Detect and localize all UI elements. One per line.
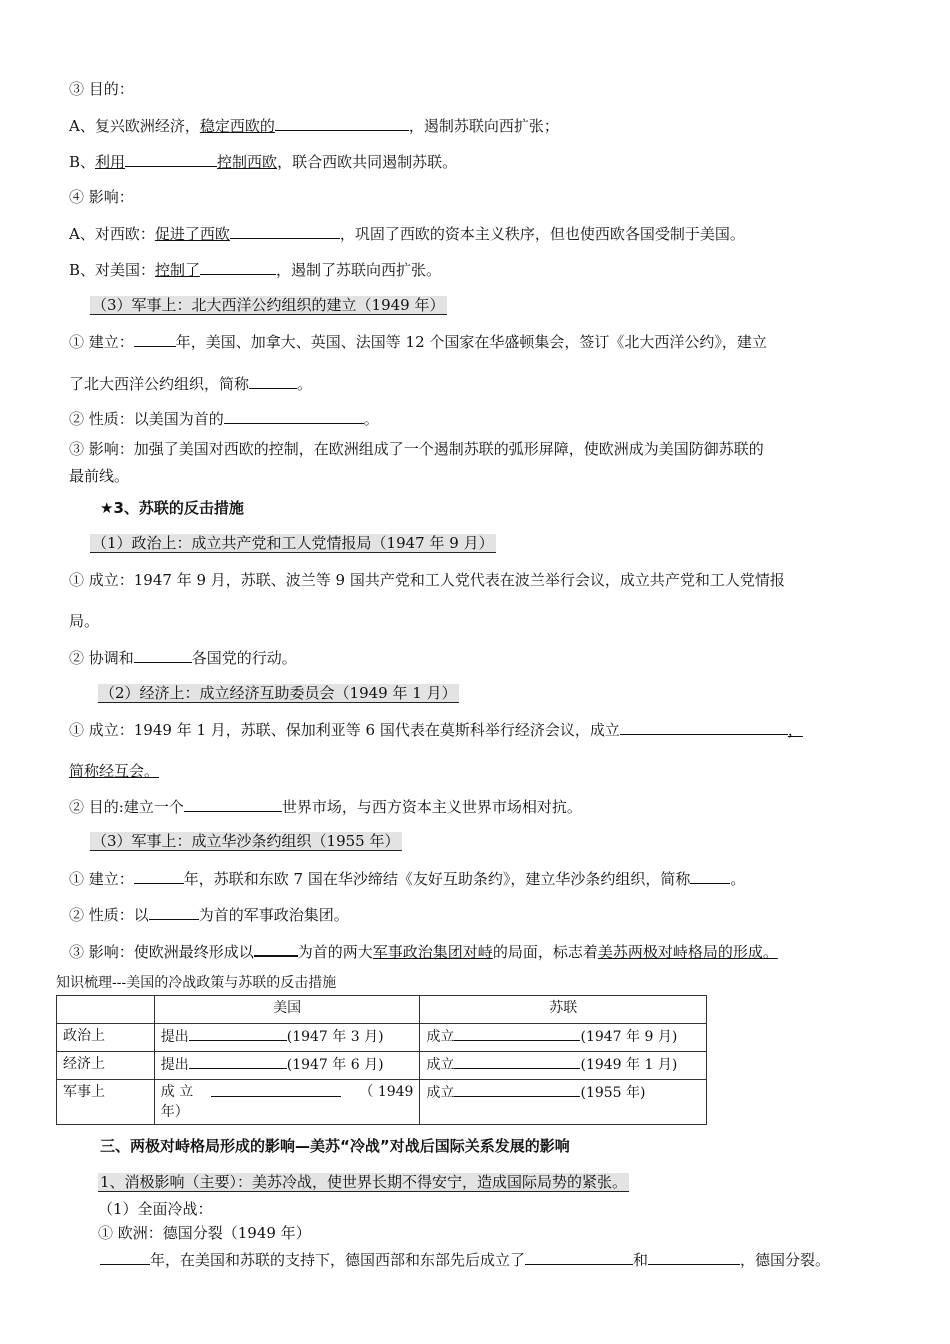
us-cell: 提出 (1947 年 3 月) [154, 1024, 420, 1052]
nato-impact: ③ 影响：加强了美国对西欧的控制，在欧洲组成了一个遏制苏联的弧形屏障，使欧洲成为美国防御苏联的 [69, 440, 764, 458]
cominform-establish: ① 成立：1947 年 9 月，苏联、波兰等 9 国共产党和工人党代表在波兰举行会议，成立共产党和工人党情报 [69, 571, 785, 589]
comecon-establish: ① 成立：1949 年 1 月，苏联、保加利亚等 6 国代表在莫斯科举行经济会议，成立 ， [69, 721, 803, 739]
blank [648, 1249, 740, 1265]
comecon-establish-cont: 简称经互会。 [69, 762, 160, 780]
blank [254, 940, 298, 957]
soviet-politics-heading: （1）政治上：成立共产党和工人党情报局（1947 年 9 月） [92, 534, 494, 552]
blank [690, 868, 730, 884]
su-cell: 成立 (1955 年) [420, 1080, 707, 1125]
comecon-goal: ② 目的:建立一个 世界市场，与西方资本主义世界市场相对抗。 [69, 798, 582, 816]
su-cell: 成立 (1947 年 9 月) [420, 1024, 707, 1052]
table-header-row [57, 996, 707, 1024]
column-header-us: 美国 [154, 996, 420, 1024]
row-label: 经济上 [57, 1052, 155, 1080]
purpose-b: B、利用 控制西欧，联合西欧共同遏制苏联。 [69, 153, 458, 171]
soviet-military-heading: （3）军事上：成立华沙条约组织（1955 年） [92, 832, 400, 850]
impact-title: ④ 影响： [69, 188, 134, 206]
blank [134, 647, 192, 663]
table-row [57, 1024, 707, 1052]
blank [249, 373, 297, 389]
blank [211, 1082, 341, 1097]
blank [454, 1026, 580, 1041]
impact-b: B、对美国：控制了 ，遏制了苏联向西扩张。 [69, 261, 442, 279]
cominform-coordinate: ② 协调和 各国党的行动。 [69, 649, 297, 667]
blank [275, 115, 409, 131]
column-header-su: 苏联 [420, 996, 707, 1024]
blank [100, 1249, 150, 1265]
warsaw-establish: ① 建立： 年，苏联和东欧 7 国在华沙缔结《友好互助条约》，建立华沙条约组织，简称 。 [69, 870, 746, 888]
warsaw-impact: ③ 影响：使欧洲最终形成以 为首的两大军事政治集团对峙的局面，标志着美苏两极对峙格局的形成。 [69, 940, 778, 962]
blank [224, 408, 364, 424]
blank [149, 904, 199, 920]
su-cell: 成立 (1949 年 1 月) [420, 1052, 707, 1080]
blank [189, 1054, 287, 1069]
part3-heading: 三、两极对峙格局形成的影响—美苏“冷战”对战后国际关系发展的影响 [100, 1137, 570, 1155]
nato-nature: ② 性质：以美国为首的 。 [69, 410, 379, 428]
germany-split-detail: 年，在美国和苏联的支持下，德国西部和东部先后成立了 和 ，德国分裂。 [100, 1249, 830, 1270]
warsaw-nature: ② 性质：以 为首的军事政治集团。 [69, 906, 349, 924]
purpose-title: ③ 目的： [69, 80, 134, 98]
us-cell: 成 立 （ 1949 年） [154, 1080, 420, 1125]
blank [134, 331, 176, 347]
table-caption: 知识梳理---美国的冷战政策与苏联的反击措施 [56, 975, 337, 991]
nato-heading: （3）军事上：北大西洋公约组织的建立（1949 年） [92, 296, 445, 314]
soviet-economy-heading: （2）经济上：成立经济互助委员会（1949 年 1 月） [100, 684, 457, 702]
blank [134, 868, 184, 884]
blank [525, 1249, 633, 1265]
nato-impact-cont: 最前线。 [69, 467, 130, 485]
row-label: 政治上 [57, 1024, 155, 1052]
full-cold-war: （1）全面冷战： [98, 1200, 213, 1218]
nato-establish-cont: 了北大西洋公约组织，简称 。 [69, 375, 313, 393]
impact-a: A、对西欧：促进了西欧 ，巩固了西欧的资本主义秩序，但也使西欧各国受制于美国。 [69, 225, 745, 243]
blank [184, 796, 282, 812]
blank [125, 151, 217, 167]
blank [620, 719, 788, 735]
blank [454, 1054, 580, 1069]
purpose-a: A、复兴欧洲经济，稳定西欧的 ，遏制苏联向西扩张； [69, 117, 559, 135]
soviet-heading: ★3、苏联的反击措施 [100, 499, 244, 517]
table-row [57, 1052, 707, 1080]
blank [454, 1082, 580, 1097]
table-row [57, 1080, 707, 1125]
blank [189, 1026, 287, 1041]
cominform-establish-cont: 局。 [69, 612, 100, 630]
blank [230, 223, 340, 239]
nato-establish: ① 建立： 年，美国、加拿大、英国、法国等 12 个国家在华盛顿集会，签订《北大西洋公约》，建立 [69, 333, 767, 351]
row-label: 军事上 [57, 1080, 155, 1125]
blank [200, 259, 276, 275]
us-cell: 提出 (1947 年 6 月) [154, 1052, 420, 1080]
knowledge-table [56, 995, 707, 1125]
table-corner-cell [57, 996, 155, 1024]
europe-germany-split: ① 欧洲：德国分裂（1949 年） [98, 1224, 311, 1242]
negative-impact-heading: 1、消极影响（主要）：美苏冷战，使世界长期不得安宁，造成国际局势的紧张。 [100, 1173, 628, 1191]
